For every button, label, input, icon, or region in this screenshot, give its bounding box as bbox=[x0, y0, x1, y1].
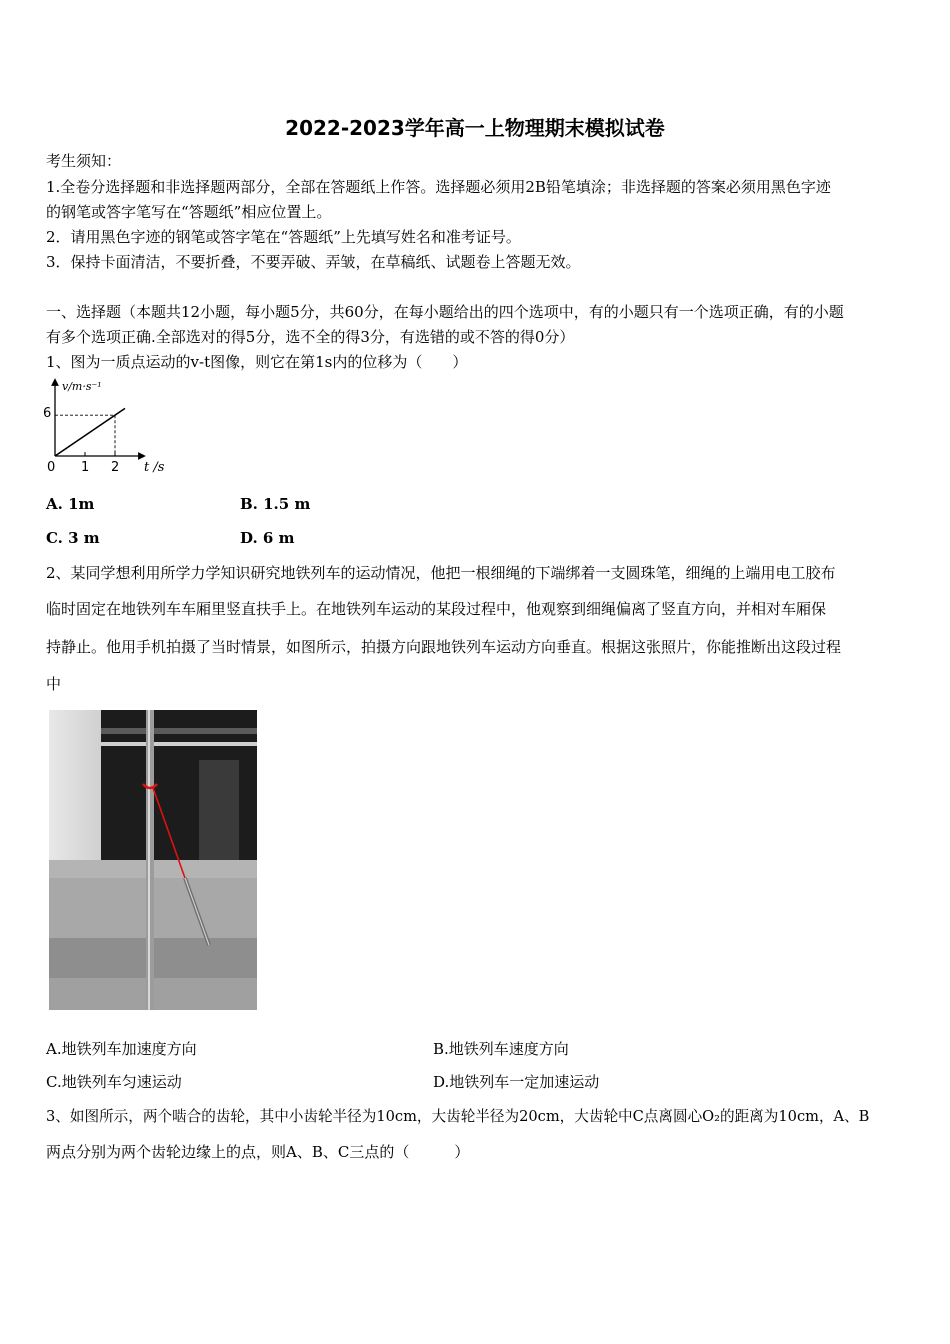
q2-subway-photo bbox=[49, 710, 257, 1010]
q1-option-a[interactable]: A. 1m bbox=[46, 495, 95, 513]
q2-option-d[interactable]: D.地铁列车一定加速运动 bbox=[433, 1073, 600, 1091]
notice-item-1: 1.全卷分选择题和非选择题两部分，全部在答题纸上作答。选择题必须用2B铅笔填涂；非选择题的答案必须用黑色字迹 bbox=[46, 178, 831, 196]
notice-heading: 考生须知： bbox=[46, 152, 122, 170]
q1-stem: 1、图为一质点运动的v-t图像，则它在第1s内的位移为（ ） bbox=[46, 353, 468, 371]
chart-ytick-6: 6 bbox=[43, 406, 52, 421]
q1-option-c[interactable]: C. 3 m bbox=[46, 529, 100, 547]
notice-item-1-cont: 的钢笔或答字笔写在“答题纸”相应位置上。 bbox=[46, 203, 332, 221]
chart-xlabel: t /s bbox=[144, 460, 165, 475]
section1-instructions-line2: 有多个选项正确.全部选对的得5分，选不全的得3分，有选错的或不答的得0分） bbox=[46, 328, 575, 346]
q3-stem-line1: 3、如图所示，两个啮合的齿轮，其中小齿轮半径为10cm，大齿轮半径为20cm，大齿轮中C点离圆心O₂的距离为10cm，A、B bbox=[46, 1108, 870, 1125]
page-title: 2022-2023学年高一上物理期末模拟试卷 bbox=[285, 116, 665, 140]
q2-option-a[interactable]: A.地铁列车加速度方向 bbox=[46, 1040, 197, 1058]
q2-stem-line4: 中 bbox=[46, 675, 62, 693]
q2-stem-line3: 持静止。他用手机拍摄了当时情景，如图所示，拍摄方向跟地铁列车运动方向垂直。根据这张照片，你能推断出这段过程 bbox=[46, 638, 842, 656]
chart-xtick-2: 2 bbox=[111, 460, 120, 475]
chart-origin-label: 0 bbox=[47, 460, 56, 475]
q2-option-c[interactable]: C.地铁列车匀速运动 bbox=[46, 1073, 182, 1091]
q2-option-b[interactable]: B.地铁列车速度方向 bbox=[433, 1040, 569, 1058]
q1-option-b[interactable]: B. 1.5 m bbox=[240, 495, 311, 513]
section1-instructions-line1: 一、选择题（本题共12小题，每小题5分，共60分，在每小题给出的四个选项中，有的小题只有一个选项正确，有的小题 bbox=[46, 303, 844, 321]
q2-stem-line2: 临时固定在地铁列车车厢里竖直扶手上。在地铁列车运动的某段过程中，他观察到细绳偏离了竖直方向，并相对车厢保 bbox=[46, 600, 827, 618]
q2-stem-line1: 2、某同学想利用所学力学知识研究地铁列车的运动情况，他把一根细绳的下端绑着一支圆珠笔，细绳的上端用电工胶布 bbox=[46, 564, 836, 582]
q3-stem-line2: 两点分别为两个齿轮边缘上的点，则A、B、C三点的（ ） bbox=[46, 1143, 470, 1161]
chart-xtick-1: 1 bbox=[81, 460, 90, 475]
chart-ylabel: v/m·s⁻¹ bbox=[62, 380, 102, 393]
notice-item-3: 3．保持卡面清洁，不要折叠，不要弄破、弄皱，在草稿纸、试题卷上答题无效。 bbox=[46, 253, 581, 271]
notice-item-2: 2．请用黑色字迹的钢笔或答字笔在“答题纸”上先填写姓名和准考证号。 bbox=[46, 228, 521, 246]
q1-vt-chart bbox=[38, 376, 168, 478]
q1-option-d[interactable]: D. 6 m bbox=[240, 529, 295, 547]
